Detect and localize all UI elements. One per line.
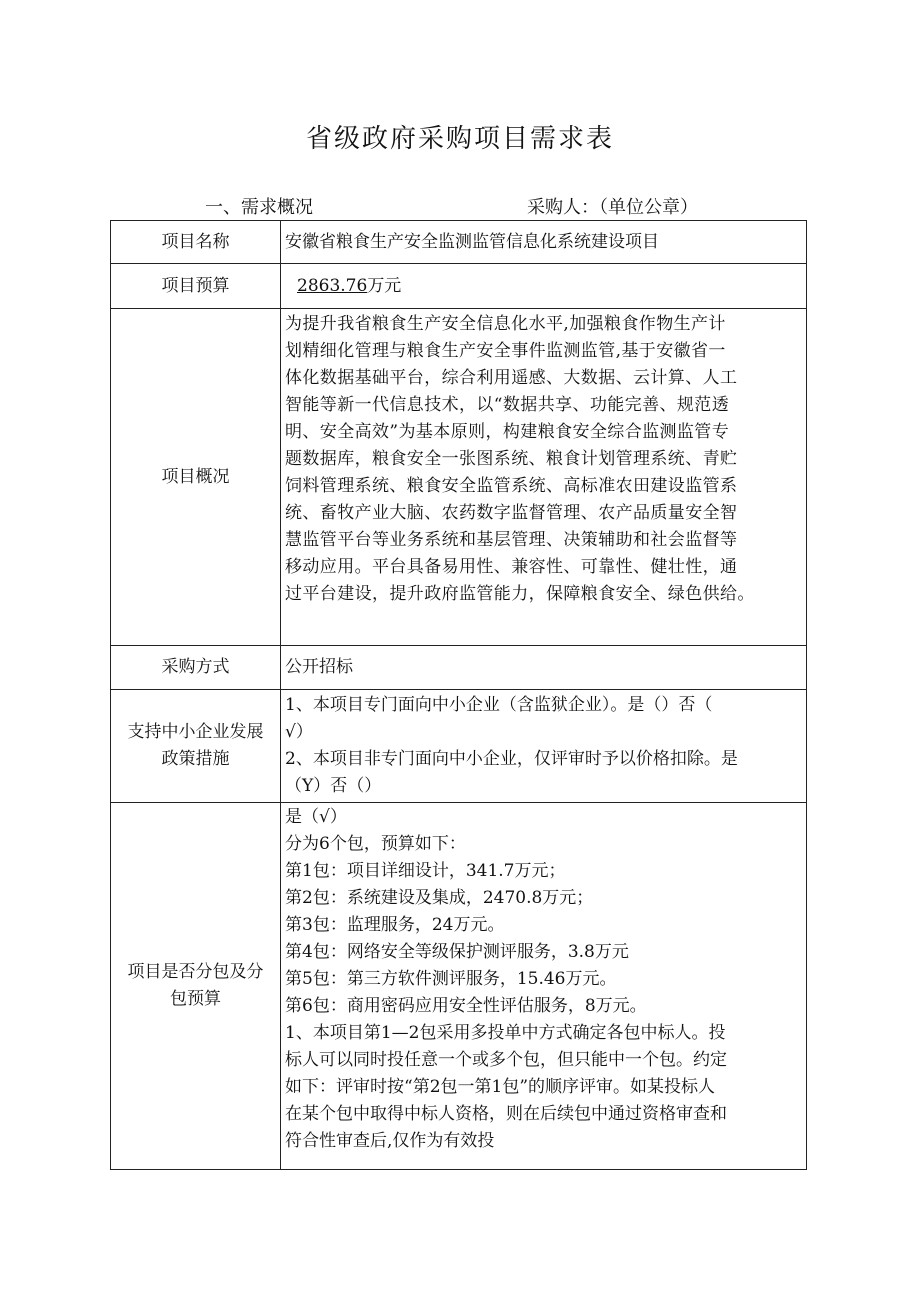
label-sme [111, 690, 281, 803]
label-budget: 项目预算 [111, 264, 281, 309]
label-method: 采购方式 [111, 646, 281, 690]
packages-line: 第3包：监理服务，24万元。 [285, 915, 505, 935]
label-packages [111, 803, 281, 1170]
value-method: 公开招标 [281, 646, 807, 690]
overview-line: 为提升我省粮食生产安全信息化水平,加强粮食作物生产计 [285, 314, 726, 334]
value-budget [281, 264, 807, 309]
packages-line: 第5包：第三方软件测评服务，15.46万元。 [285, 969, 617, 989]
purchaser-label: 采购人：（单位公章） [527, 197, 698, 218]
overview-line: 体化数据基础平台，综合利用遥感、大数据、云计算、人工 [285, 368, 738, 388]
overview-line: 划精细化管理与粮食生产安全事件监测监管,基于安徽省一 [285, 341, 726, 361]
value-packages [281, 803, 807, 1170]
packages-line: 如下：评审时按“第2包一第1包”的顺序评审。如某投标人 [285, 1077, 716, 1097]
sme-line: √） [285, 722, 313, 742]
packages-line: 1、本项目第1—2包采用多投单中方式确定各包中标人。投 [285, 1023, 726, 1043]
packages-line: 第6包：商用密码应用安全性评估服务，8万元。 [285, 996, 647, 1016]
page-title: 省级政府采购项目需求表 [305, 124, 614, 154]
label-overview: 项目概况 [111, 309, 281, 646]
row-project-name [111, 221, 807, 264]
sme-line: （Y）否（） [285, 776, 382, 796]
row-sme [111, 690, 807, 803]
section-heading: 一、需求概况 [205, 197, 313, 218]
overview-line: 题数据库，粮食安全一张图系统、粮食计划管理系统、青贮 [285, 449, 738, 469]
packages-label-line: 包预算 [170, 989, 221, 1009]
packages-line: 符合性审查后,仅作为有效投 [285, 1131, 495, 1151]
overview-line: 统、畜牧产业大脑、农药数字监督管理、农产品质量安全智 [285, 503, 738, 523]
packages-line: 第2包：系统建设及集成，2470.8万元； [285, 888, 594, 908]
overview-line: 明、安全高效”为基本原则，构建粮食安全综合监测监管专 [285, 422, 730, 442]
budget-unit: 万元 [367, 275, 402, 296]
row-method [111, 646, 807, 690]
label-project-name: 项目名称 [111, 221, 281, 264]
packages-label-line: 项目是否分包及分 [127, 962, 264, 982]
row-packages [111, 803, 807, 1170]
overview-line: 饲料管理系统、粮食安全监管系统、高标准农田建设监管系 [285, 476, 738, 496]
overview-line: 过平台建设，提升政府监管能力，保障粮食安全、绿色供给。 [285, 584, 755, 604]
sme-label-line: 支持中小企业发展 [127, 722, 264, 742]
row-budget [111, 264, 807, 309]
packages-line: 第1包：项目详细设计，341.7万元； [285, 861, 566, 881]
value-sme [281, 690, 807, 803]
packages-line: 第4包：网络安全等级保护测评服务，3.8万元 [285, 942, 629, 962]
row-overview [111, 309, 807, 646]
packages-line: 标人可以同时投任意一个或多个包，但只能中一个包。约定 [285, 1050, 727, 1070]
overview-line: 慧监管平台等业务系统和基层管理、决策辅助和社会监督等 [285, 530, 738, 550]
overview-line: 智能等新一代信息技术，以“数据共享、功能完善、规范透 [285, 395, 730, 415]
sme-label-line: 政策措施 [161, 749, 230, 769]
packages-line: 在某个包中取得中标人资格，则在后续包中通过资格审查和 [285, 1104, 727, 1124]
packages-line: 分为6个包，预算如下： [285, 834, 466, 854]
overview-line: 移动应用。平台具备易用性、兼容性、可靠性、健壮性，通 [285, 557, 738, 577]
sme-line: 2、本项目非专门面向中小企业，仅评审时予以价格扣除。是 [285, 749, 738, 769]
requirements-table [110, 220, 807, 1170]
packages-line: 是（√） [285, 807, 347, 827]
sme-line: 1、本项目专门面向中小企业（含监狱企业）。是（）否（ [285, 695, 713, 715]
budget-amount: 2863.76 [297, 275, 368, 296]
value-project-name: 安徽省粮食生产安全监测监管信息化系统建设项目 [281, 221, 807, 264]
value-overview [281, 309, 807, 646]
